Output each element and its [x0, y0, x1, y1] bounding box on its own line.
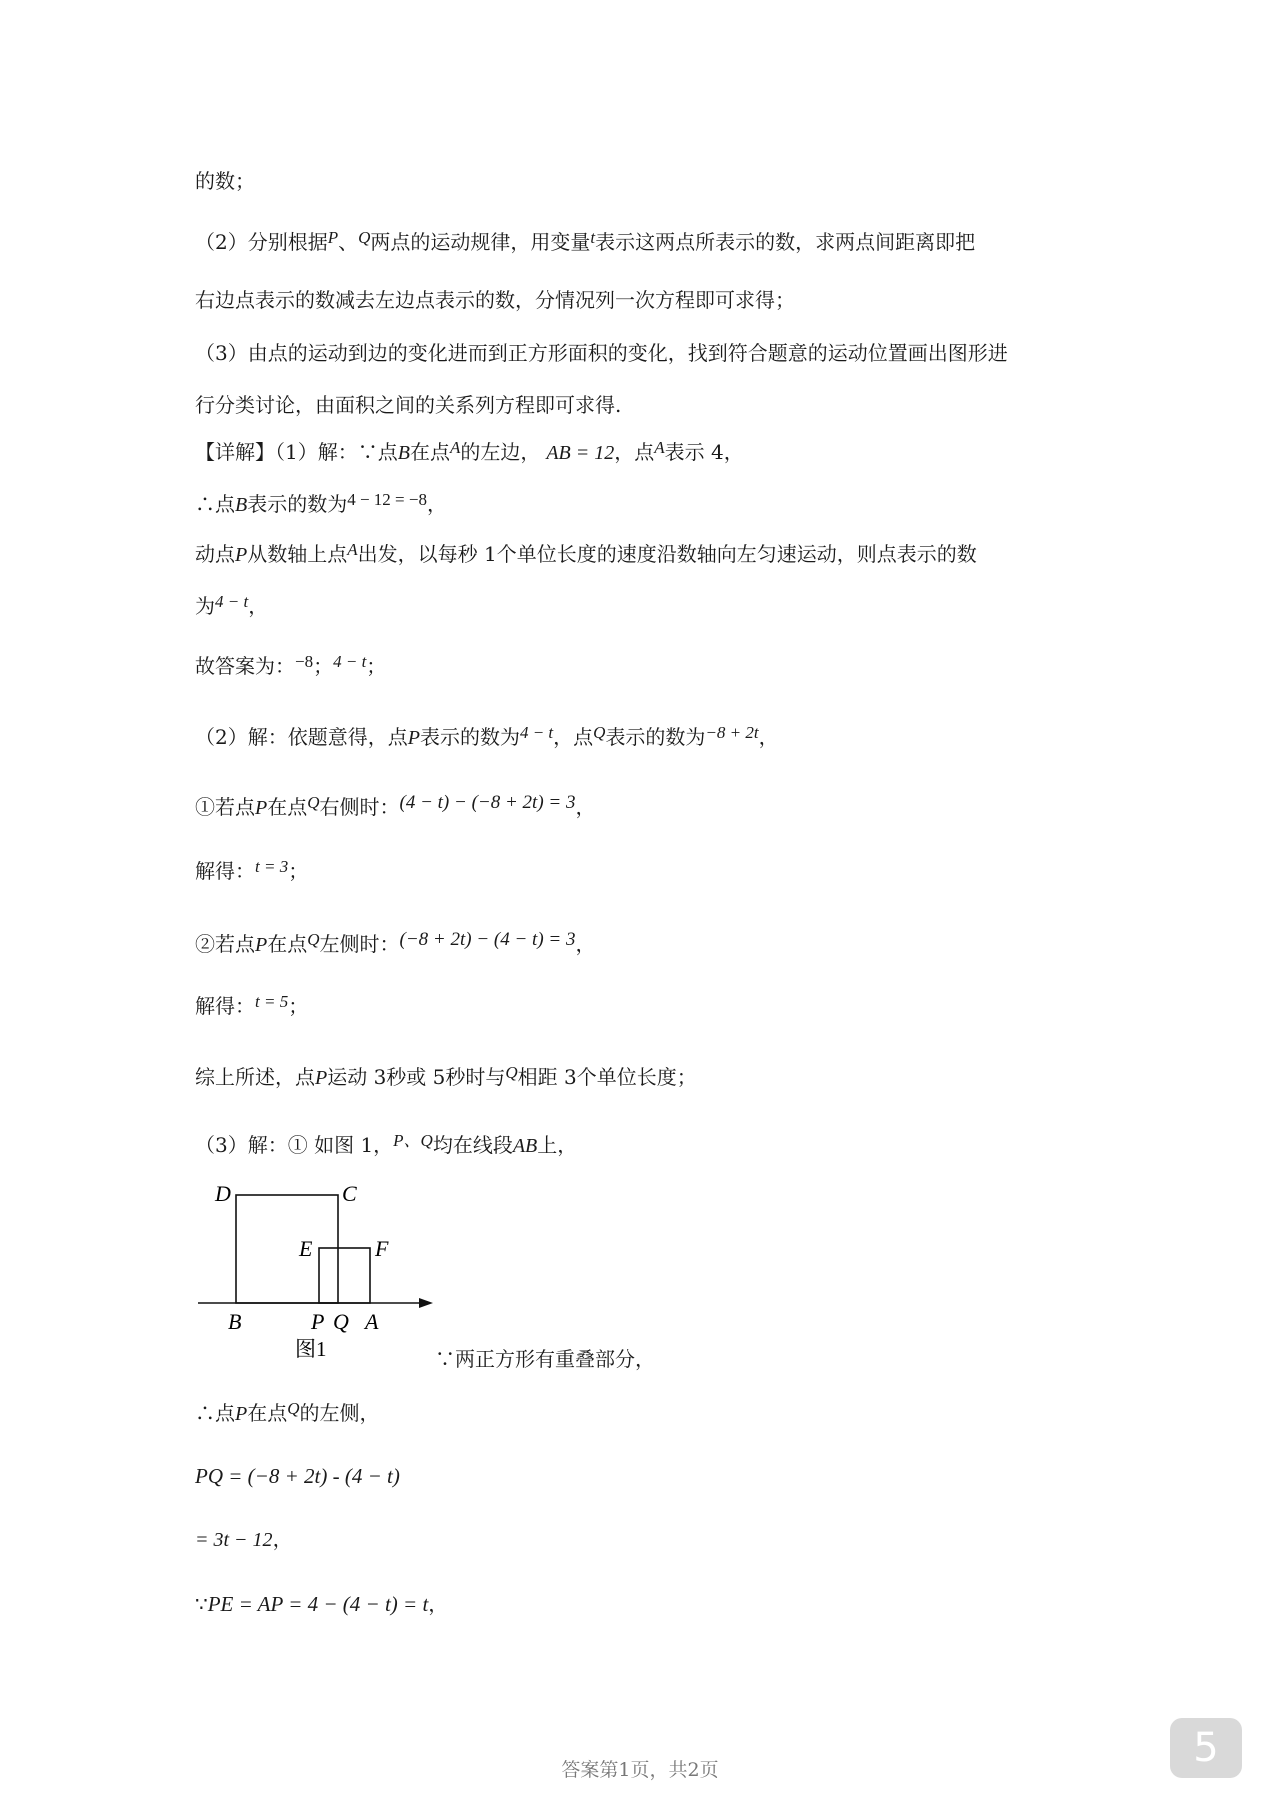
text-line-12: ①若点P在点$^Q$右侧时：(4 − t) − (−8 + 2t) = 3， [195, 792, 596, 819]
text-line-13: 解得：$^{t = 3}$； [195, 857, 309, 883]
label-E: E [299, 1236, 313, 1261]
text-line-17: （3）解：① 如图 1，$^{P、Q}$均在线段AB上， [195, 1131, 578, 1157]
text-line-5: 行分类讨论，由面积之间的关系列方程即可求得. [195, 393, 622, 417]
label-F: F [375, 1236, 389, 1261]
page-number-badge[interactable]: 5 [1170, 1718, 1242, 1778]
label-A: A [365, 1309, 379, 1334]
text-line-21: = 3t − 12， [195, 1527, 293, 1551]
text-line-16: 综上所述，点P运动 3秒或 5秒时与$^Q$相距 3个单位长度； [195, 1063, 697, 1089]
text-line-6: 【详解】（1）解：∵点B在点$^A$的左边， AB = 12，点$^A$表示 4， [195, 438, 744, 464]
figure-caption: 图1 [295, 1337, 327, 1360]
square-pefa [319, 1248, 370, 1303]
text-line-10: 故答案为：$^{-8}$；$^{4 - t}$； [195, 652, 387, 678]
text-line-22: ∵PE = AP = 4 − (4 − t) = t， [195, 1592, 449, 1616]
text-line-7: ∴点B表示的数为$^{4 - 12 = -8}$， [195, 490, 447, 516]
text-line-15: 解得：$^{t = 5}$； [195, 992, 309, 1018]
text-line-19: ∴点P在点$^Q$的左侧， [195, 1399, 380, 1425]
label-D: D [215, 1181, 231, 1206]
label-Q: Q [333, 1309, 349, 1334]
label-P: P [311, 1309, 325, 1334]
text-line-8: 动点P从数轴上点$^A$出发，以每秒 1个单位长度的速度沿数轴向左匀速运动，则点表示的数 [195, 540, 977, 566]
text-line-9: 为$^{4 - t}$， [195, 592, 269, 618]
text-line-14: ②若点P在点$^Q$左侧时：(−8 + 2t) − (4 − t) = 3， [195, 929, 596, 956]
text-line-2: （2）分别根据$^P$、$^Q$两点的运动规律，用变量$^t$表示这两点所表示的数，求两点间距离即把 [195, 228, 976, 254]
text-line-3: 右边点表示的数减去左边点表示的数，分情况列一次方程即可求得； [195, 288, 795, 312]
page-footer: 答案第1页，共2页 [561, 1759, 719, 1781]
text-line-1: 的数； [195, 169, 255, 193]
text-line-4: （3）由点的运动到边的变化进而到正方形面积的变化，找到符合题意的运动位置画出图形进 [195, 341, 1008, 365]
figure-1 [195, 1175, 435, 1360]
label-C: C [342, 1181, 357, 1206]
label-B: B [228, 1309, 242, 1334]
text-line-11: （2）解：依题意得，点P表示的数为$^{4 - t}$，点$^Q$表示的数为$^{-8 + 2t}$， [195, 723, 779, 749]
text-line-20: PQ = (−8 + 2t) - (4 − t) [195, 1464, 400, 1488]
arrow-head [419, 1298, 433, 1308]
text-line-18: ∵两正方形有重叠部分， [435, 1347, 655, 1371]
square-bdca [236, 1195, 338, 1303]
